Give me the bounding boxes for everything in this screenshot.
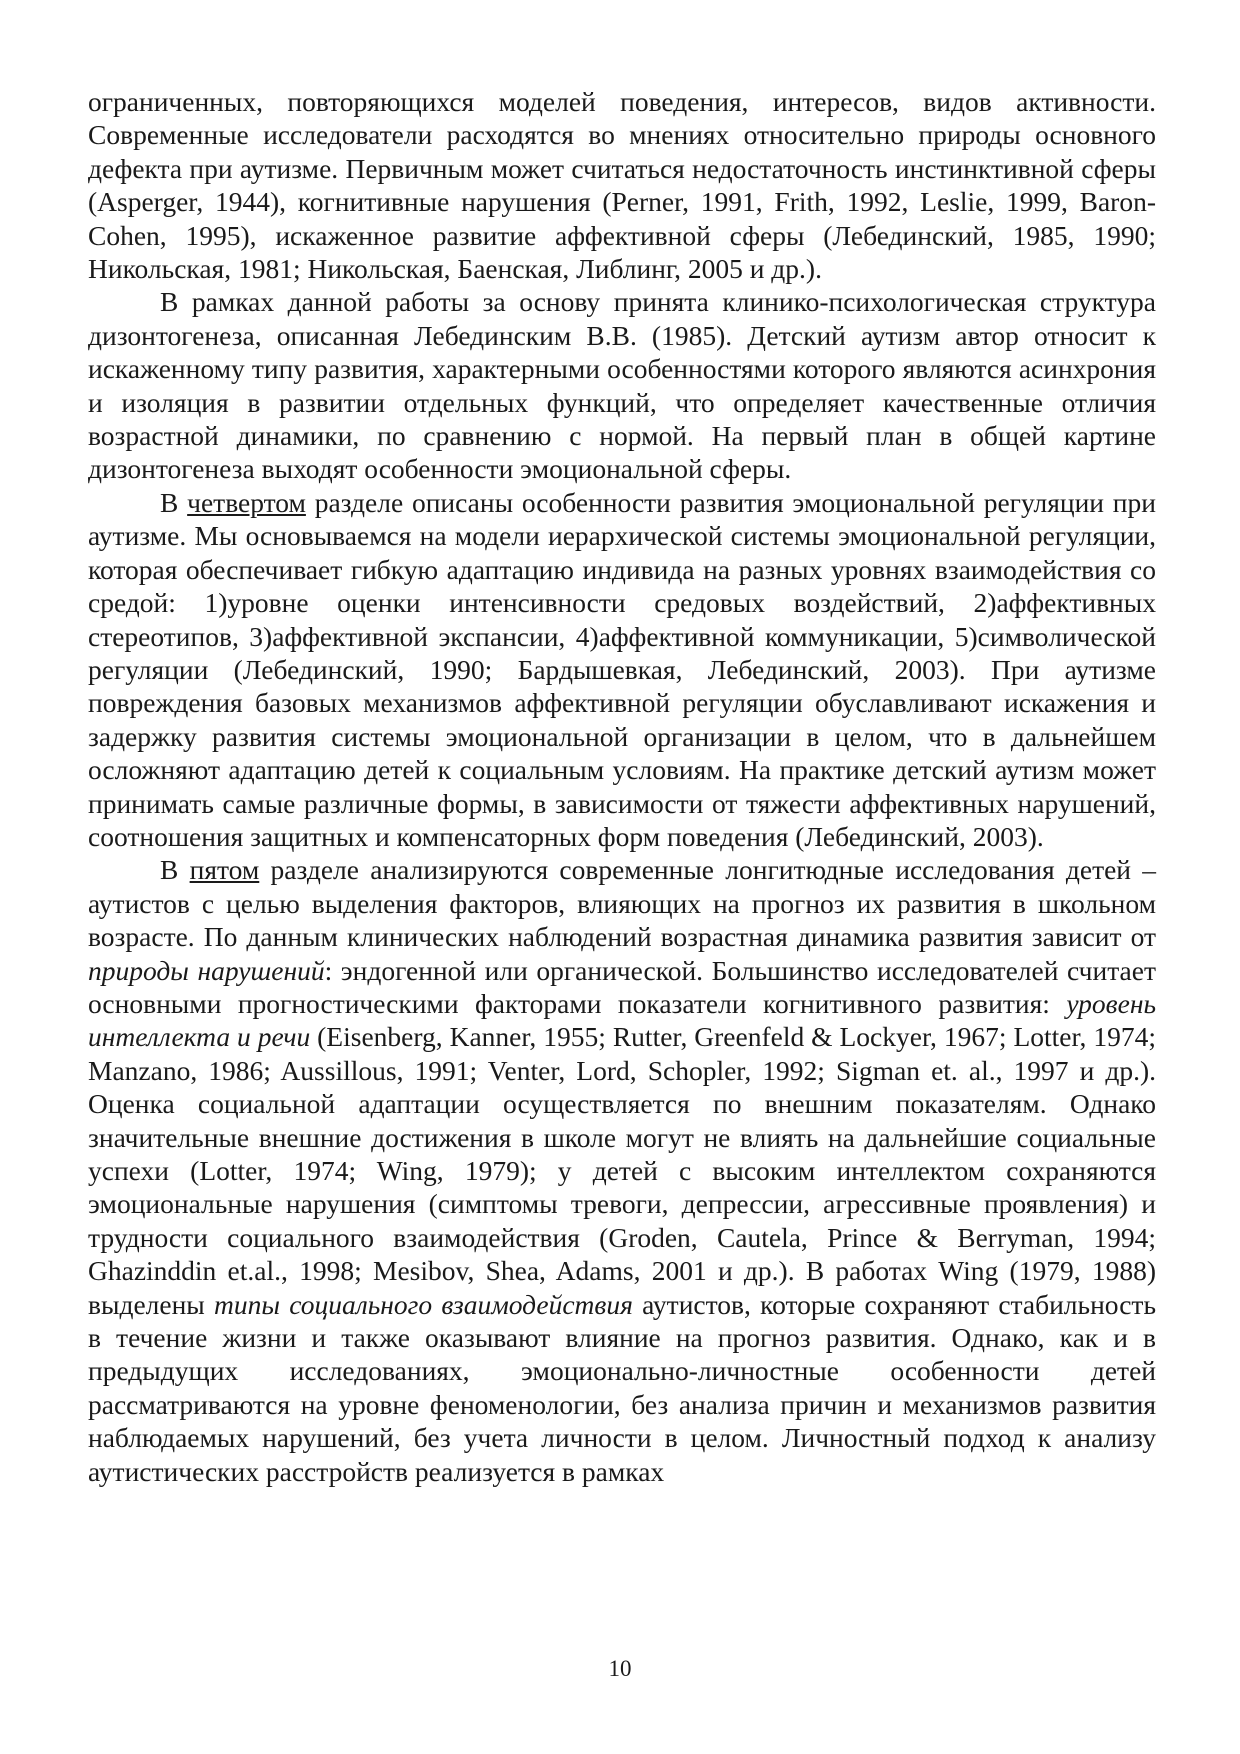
paragraph-text-run: аутистов, которые сохраняют стабильность в течение жизни и также оказывают влияние на прогноз развития. Однако, как и в предыдущих исследованиях, эмоционально-личностные особенности детей рассматриваются на уровне феноменологии, без анализа причин и механизмов развития наблюдаемых нарушений, без учета личности в целом. Личностный подход к анализу аутистических расстройств реализуется в рамках bbox=[88, 1288, 1156, 1487]
paragraph-text-run: (Eisenberg, Kanner, 1955; Rutter, Greenfeld & Lockyer, 1967; Lotter, 1974; Manzano, 1986; Aussillous, 1991; Venter, Lord, Schopler, 1992; Sigman et. al., 1997 и др.). Оценка социальной адаптации осуществляется по внешним показателям. Однако значительные внешние достижения в школе могут не влиять на дальнейшие социальные успехи (Lotter, 1974; Wing, 1979); у детей с высоким интеллектом сохраняются эмоциональные нарушения (симптомы тревоги, депрессии, агрессивные проявления) и трудности социального взаимодействия (Groden, Cautela, Prince & Berryman, 1994; Ghazinddin et.al., 1998; Mesibov, Shea, Adams, 2001 и др.). В работах Wing (1979, 1988) выделены bbox=[88, 1021, 1156, 1320]
paragraph-text-run: разделе анализируются современные лонгитюдные исследования детей – аутистов с целью выделения факторов, влияющих на прогноз их развития в школьном возрасте. По данным клинических наблюдений возрастная динамика развития зависит от bbox=[88, 854, 1157, 953]
paragraph-text-run: природы нарушений bbox=[88, 954, 325, 986]
paragraph-text-run: типы социального взаимодействия bbox=[214, 1288, 633, 1320]
paragraph-1 bbox=[88, 85, 1156, 285]
paragraph-text-run: уровень интеллекта и речи bbox=[88, 987, 1156, 1053]
paragraph-2 bbox=[88, 285, 1156, 485]
paragraph-text-run: В bbox=[160, 854, 190, 886]
paragraph-text-run: В рамках данной работы за основу принята клинико-психологическая структура дизонтогенеза, описанная Лебединским В.В. (1985). Детский аутизм автор относит к искаженному типу развития, характерными особенностями которого являются асинхрония и изоляция в развитии отдельных функций, что определяет качественные отличия возрастной динамики, по сравнению с нормой. На первый план в общей картине дизонтогенеза выходят особенности эмоциональной сферы. bbox=[88, 286, 1156, 485]
document-body bbox=[88, 85, 1156, 1488]
paragraph-text-run: четвертом bbox=[187, 486, 306, 518]
paragraph-text-run: разделе описаны особенности развития эмоциональной регуляции при аутизме. Мы основываемся на модели иерархической системы эмоциональной регуляции, которая обеспечивает гибкую адаптацию индивида на разных уровнях взаимодействия со средой: 1)уровне оценки интенсивности средовых воздействий, 2)аффективных стереотипов, 3)аффективной экспансии, 4)аффективной коммуникации, 5)символической регуляции (Лебединский, 1990; Бардышевкая, Лебединский, 2003). При аутизме повреждения базовых механизмов аффективной регуляции обуславливают искажения и задержку развития системы эмоциональной организации в целом, что в дальнейшем осложняют адаптацию детей к социальным условиям. На практике детский аутизм может принимать самые различные формы, в зависимости от тяжести аффективных нарушений, соотношения защитных и компенсаторных форм поведения (Лебединский, 2003). bbox=[88, 486, 1156, 852]
paragraph-text-run: пятом bbox=[189, 854, 260, 886]
paragraph-3 bbox=[88, 486, 1156, 853]
paragraph-text-run: : эндогенной или органической. Большинство исследователей считает основными прогностическими факторами показатели когнитивного развития: bbox=[88, 954, 1156, 1019]
paragraph-text-run: В bbox=[160, 486, 188, 518]
page-number: 10 bbox=[608, 1656, 632, 1681]
paragraph-4 bbox=[88, 853, 1156, 1488]
paragraph-text-run: ограниченных, повторяющихся моделей поведения, интересов, видов активности. Современные исследователи расходятся во мнениях относительно природы основного дефекта при аутизме. Первичным может считаться недостаточность инстинктивной сферы (Asperger, 1944), когнитивные нарушения (Perner, 1991, Frith, 1992, Leslie, 1999, Baron-Cohen, 1995), искаженное развитие аффективной сферы (Лебединский, 1985, 1990; Никольская, 1981; Никольская, Баенская, Либлинг, 2005 и др.). bbox=[88, 86, 1156, 285]
